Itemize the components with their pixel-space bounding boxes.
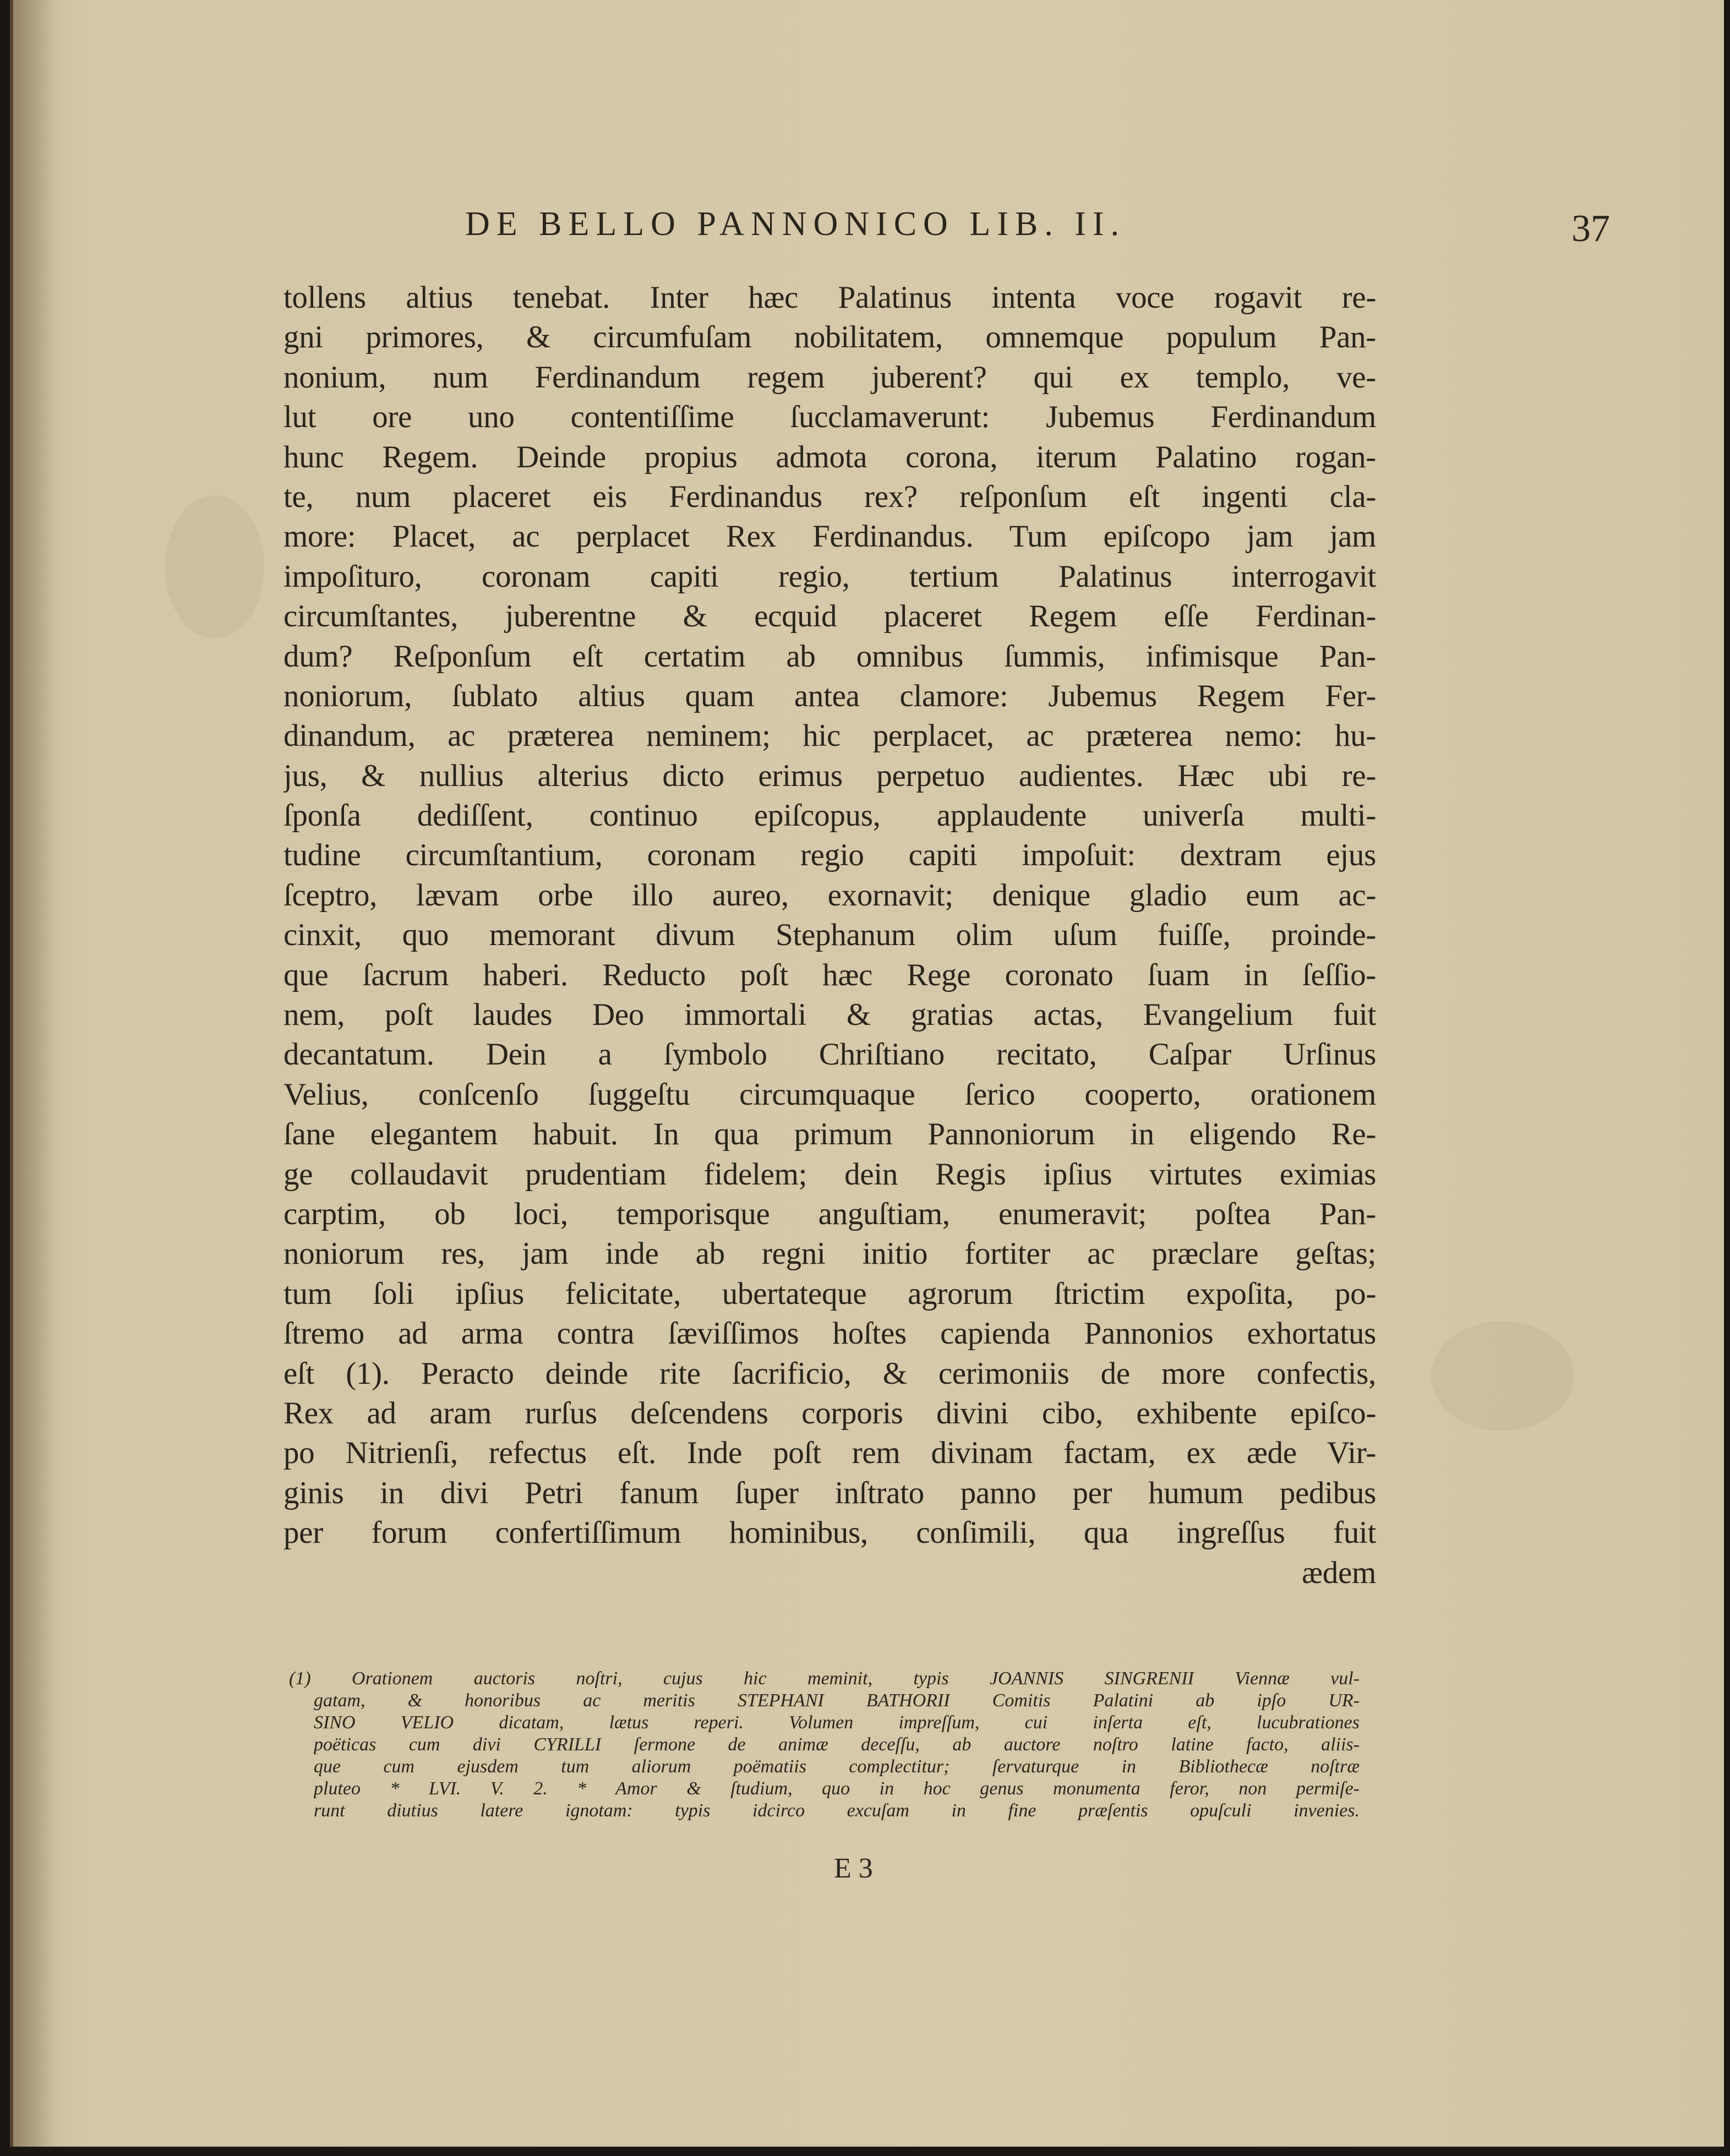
text-line: ſceptro, lævam orbe illo aureo, exornavit; denique gladio eum ac- — [283, 877, 1376, 913]
text-line: lut ore uno contentiſſime ſucclamaverunt: Jubemus Ferdinandum — [283, 400, 1376, 435]
text-line: circumſtantes, juberentne & ecquid placeret Regem eſſe Ferdinan- — [283, 599, 1376, 634]
text-line: Velius, conſcenſo ſuggeſtu circumquaque ſerico cooperto, orationem — [283, 1077, 1376, 1112]
footnote-line: runt diutius latere ignotam: typis idcirco excuſam in fine præſentis opuſculi invenies. — [314, 1800, 1360, 1821]
footnote-line: pluteo * LVI. V. 2. * Amor & ſtudium, quo in hoc genus monumenta feror, non permiſe- — [314, 1778, 1360, 1799]
text-line: te, num placeret eis Ferdinandus rex? reſponſum eſt ingenti cla- — [283, 479, 1376, 514]
text-line: dum? Reſponſum eſt certatim ab omnibus ſummis, infimisque Pan- — [283, 638, 1376, 674]
body-text — [283, 278, 1376, 1593]
footnote-line: SINO VELIO dicatam, lætus reperi. Volumen impreſſum, cui inſerta eſt, lucubrationes — [314, 1712, 1360, 1733]
text-line: tum ſoli ipſius felicitate, ubertateque agrorum ſtrictim expoſita, po- — [283, 1276, 1376, 1311]
footnote-line: poëticas cum divi CYRILLI ſermone de animæ deceſſu, ab auctore noſtro latine facto, aliis- — [314, 1734, 1360, 1755]
text-line: tudine circumſtantium, coronam regio capiti impoſuit: dextram ejus — [283, 838, 1376, 873]
page-gutter-shadow — [10, 0, 59, 2147]
text-line: ginis in divi Petri fanum ſuper inſtrato panno per humum pedibus — [283, 1475, 1376, 1510]
text-line: que ſacrum haberi. Reducto poſt hæc Rege coronato ſuam in ſeſſio- — [283, 957, 1376, 992]
text-line: more: Placet, ac perplacet Rex Ferdinandus. Tum epiſcopo jam jam — [283, 519, 1376, 554]
text-line: noniorum, ſublato altius quam antea clamore: Jubemus Regem Fer- — [283, 678, 1376, 713]
text-line: ſane elegantem habuit. In qua primum Pannoniorum in eligendo Re- — [283, 1117, 1376, 1152]
signature-mark: E 3 — [834, 1853, 873, 1884]
page-header — [465, 205, 1610, 265]
footnote-line: que cum ejusdem tum aliorum poëmatiis complectitur; ſervaturque in Bibliothecæ noſtræ — [314, 1756, 1360, 1777]
text-line: nem, poſt laudes Deo immortali & gratias actas, Evangelium fuit — [283, 997, 1376, 1033]
page-number: 37 — [1571, 208, 1610, 250]
footnote-line: gatam, & honoribus ac meritis STEPHANI BATHORII Comitis Palatini ab ipſo UR- — [314, 1690, 1360, 1711]
text-line: tollens altius tenebat. Inter hæc Palatinus intenta voce rogavit re- — [283, 280, 1376, 315]
text-line: per forum confertiſſimum hominibus, conſimili, qua ingreſſus fuit — [283, 1515, 1376, 1551]
text-line: jus, & nullius alterius dicto erimus perpetuo audientes. Hæc ubi re- — [283, 758, 1376, 793]
text-line: ſponſa dediſſent, continuo epiſcopus, applaudente univerſa multi- — [283, 798, 1376, 833]
text-line: po Nitrienſi, refectus eſt. Inde poſt rem divinam factam, ex æde Vir- — [283, 1435, 1376, 1471]
text-line: gni primores, & circumfuſam nobilitatem, omnemque populum Pan- — [283, 320, 1376, 355]
footnote — [289, 1668, 1360, 1822]
running-title: DE BELLO PANNONICO LIB. II. — [465, 205, 1126, 243]
text-line: ſtremo ad arma contra ſæviſſimos hoſtes capienda Pannonios exhortatus — [283, 1316, 1376, 1351]
text-line: decantatum. Dein a ſymbolo Chriſtiano recitato, Caſpar Urſinus — [283, 1037, 1376, 1072]
footnote-line: (1) Orationem auctoris noſtri, cujus hic meminit, typis JOANNIS SINGRENII Viennæ vul- — [289, 1668, 1360, 1689]
text-line: noniorum res, jam inde ab regni initio fortiter ac præclare geſtas; — [283, 1236, 1376, 1271]
text-line: Rex ad aram rurſus deſcendens corporis divini cibo, exhibente epiſco- — [283, 1395, 1376, 1431]
text-line: nonium, num Ferdinandum regem juberent? qui ex templo, ve- — [283, 359, 1376, 395]
text-line: ædem — [1302, 1555, 1376, 1590]
text-line: eſt (1). Peracto deinde rite ſacrificio, & cerimoniis de more confectis, — [283, 1356, 1376, 1391]
text-line: cinxit, quo memorant divum Stephanum olim uſum fuiſſe, proinde- — [283, 918, 1376, 953]
text-line: hunc Regem. Deinde propius admota corona, iterum Palatino rogan- — [283, 439, 1376, 474]
text-line: impoſituro, coronam capiti regio, tertium Palatinus interrogavit — [283, 559, 1376, 594]
paper-stain — [165, 495, 264, 638]
paper-stain — [1431, 1321, 1574, 1431]
text-line: carptim, ob loci, temporisque anguſtiam, enumeravit; poſtea Pan- — [283, 1196, 1376, 1231]
text-line: ge collaudavit prudentiam fidelem; dein Regis ipſius virtutes eximias — [283, 1156, 1376, 1192]
text-line: dinandum, ac præterea neminem; hic perplacet, ac præterea nemo: hu- — [283, 718, 1376, 754]
